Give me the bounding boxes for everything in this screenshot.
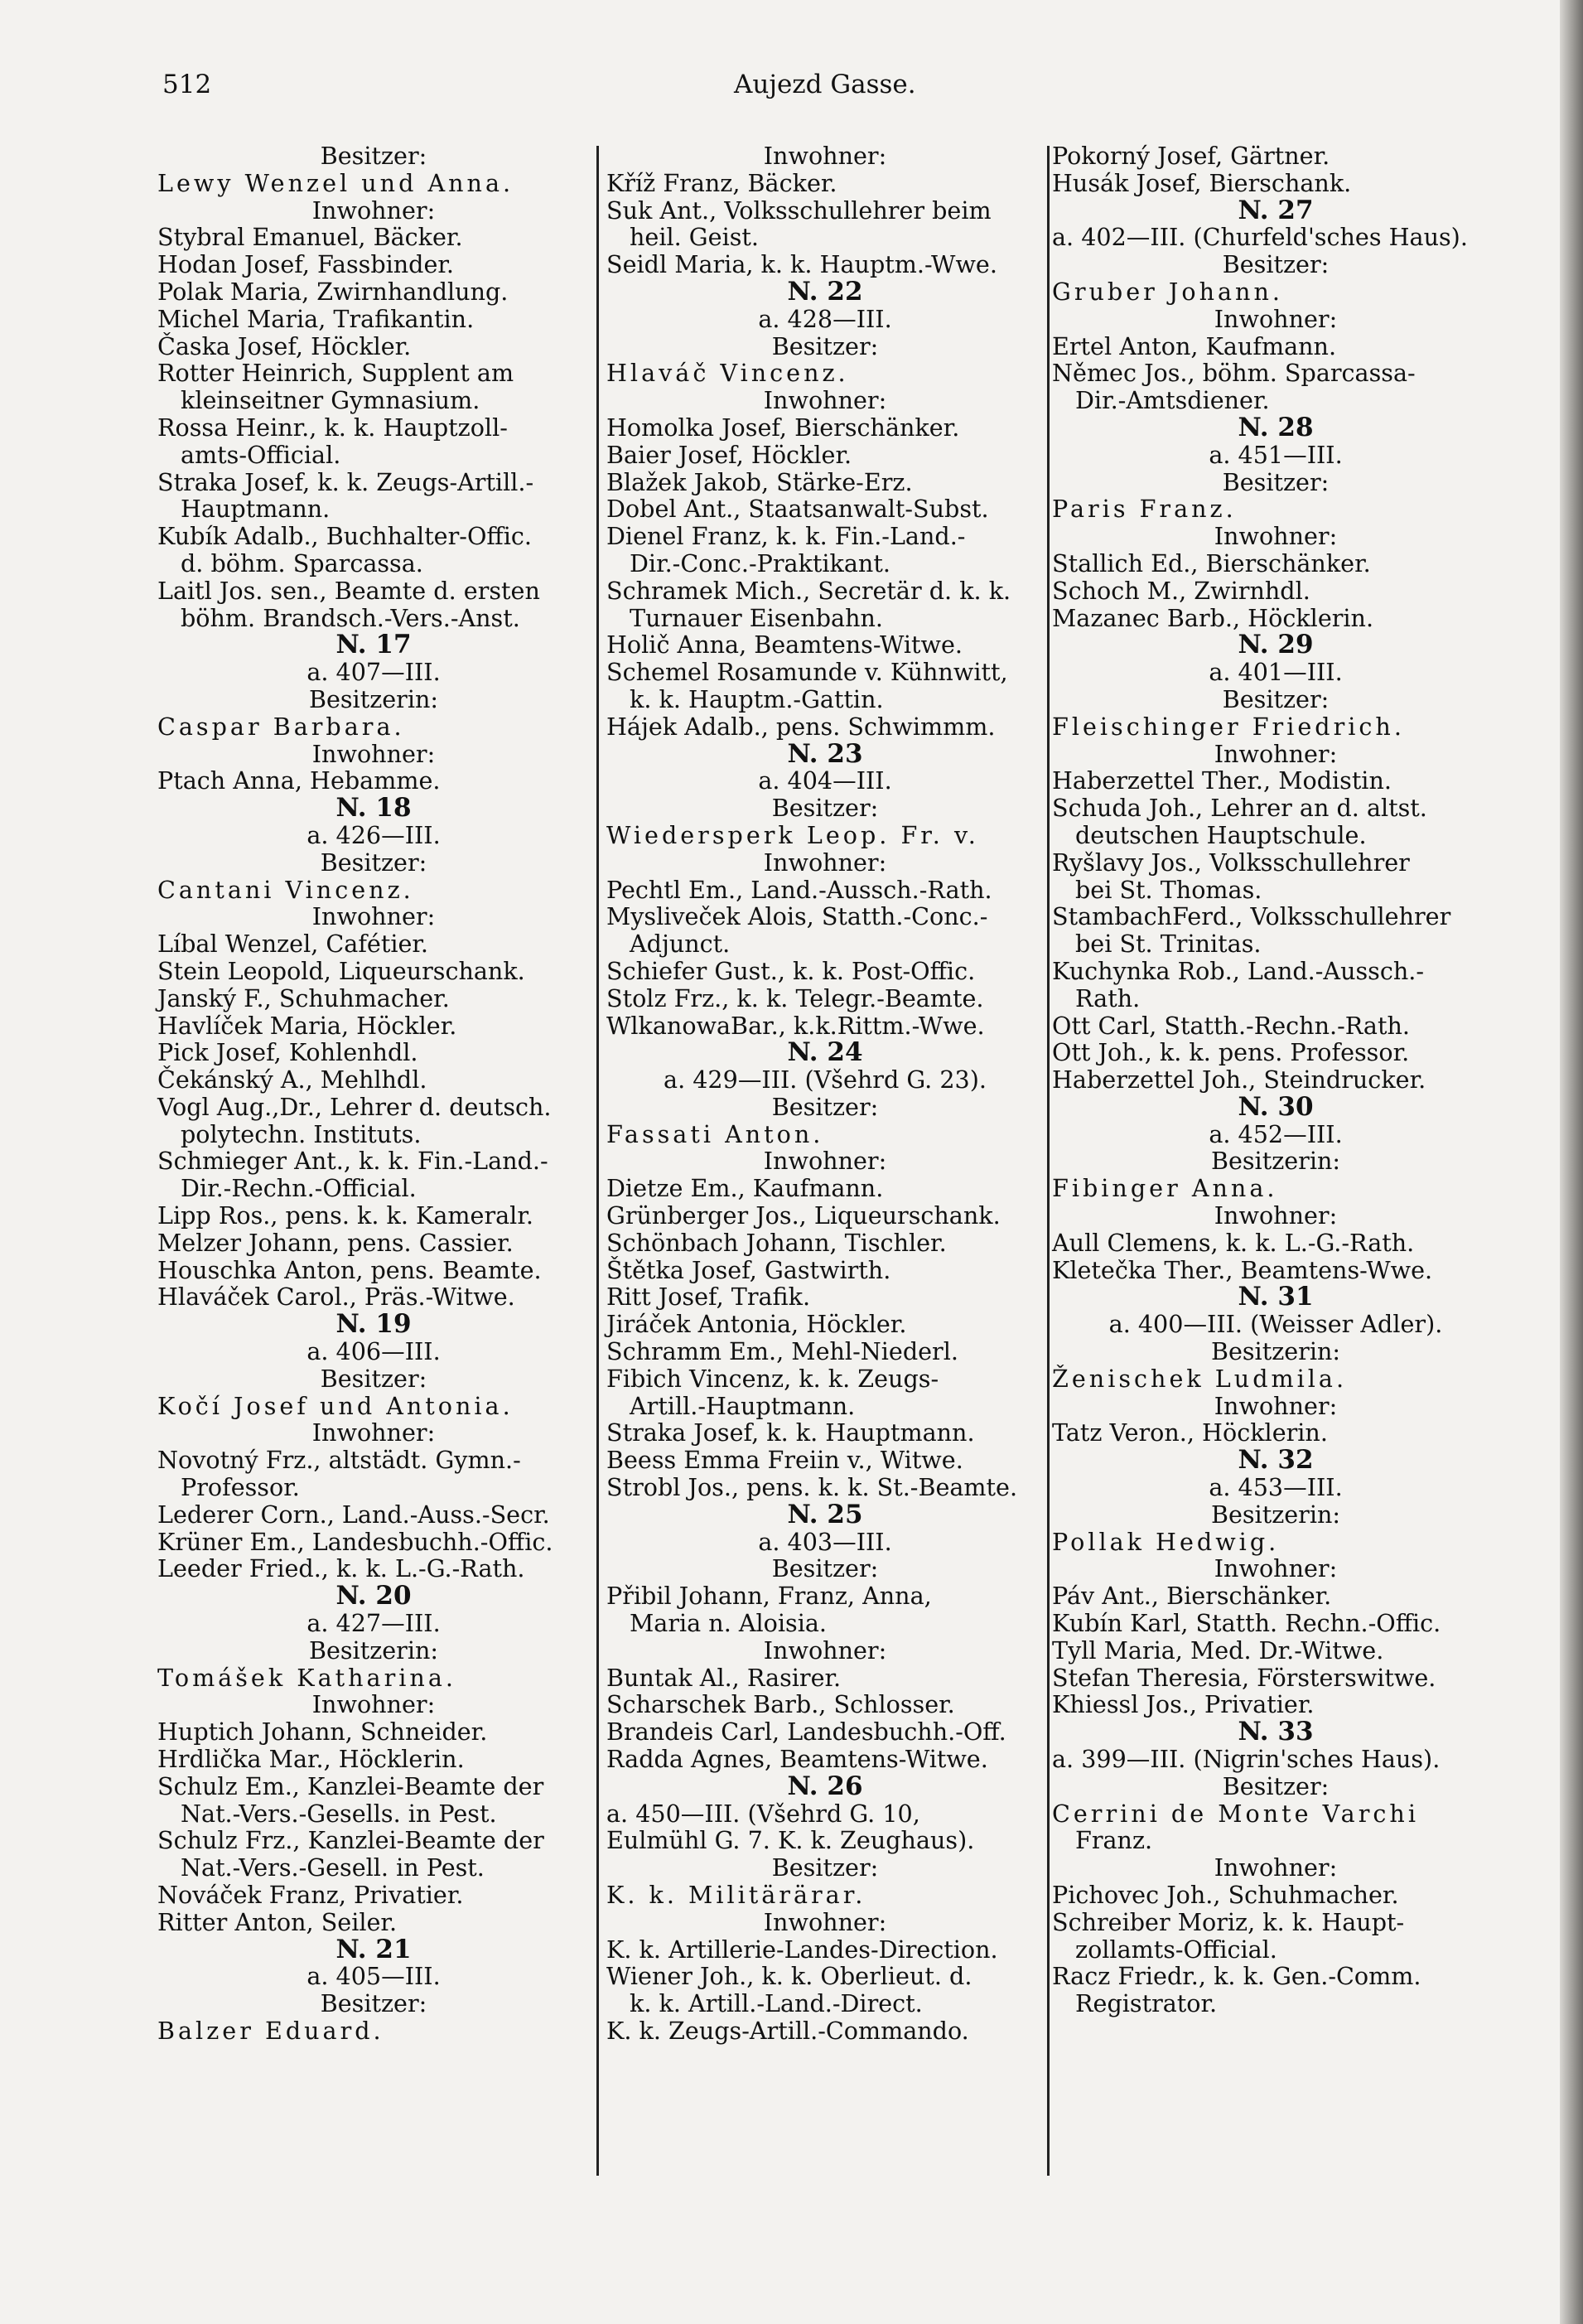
entry-continuation: deutschen Hauptschule. — [1075, 820, 1367, 849]
entry-line: Pick Josef, Kohlenhdl. — [157, 1038, 418, 1067]
section-label: Besitzerin: — [308, 684, 439, 713]
entry-line: Pechtl Em., Land.-Aussch.-Rath. — [606, 875, 992, 904]
entry-line: Dobel Ant., Staatsanwalt-Subst. — [606, 495, 989, 524]
entry-continuation: d. böhm. Sparcassa. — [181, 548, 423, 577]
entry-line: Hlaváček Carol., Präs.-Witwe. — [157, 1283, 515, 1312]
owner-name: Fibinger Anna. — [1052, 1174, 1278, 1203]
entry-line: Stefan Theresia, Försterswitwe. — [1052, 1663, 1436, 1692]
entry-continuation: bei St. Trinitas. — [1075, 930, 1262, 959]
entry-line: Straka Josef, k. k. Hauptmann. — [606, 1418, 975, 1447]
owner-name: Kočí Josef und Antonia. — [157, 1391, 514, 1420]
entry-line: Ryšlavy Jos., Volksschullehrer — [1052, 848, 1410, 877]
house-number-heading: N. 28 — [1238, 412, 1314, 442]
owner-name: Cerrini de Monte Varchi — [1052, 1799, 1419, 1828]
entry-line: Havlíček Maria, Höckler. — [157, 1011, 457, 1040]
section-label: Besitzer: — [771, 794, 879, 823]
entry-continuation: heil. Geist. — [630, 223, 759, 252]
owner-name: Tomášek Katharina. — [157, 1663, 456, 1692]
entry-line: Lederer Corn., Land.-Auss.-Secr. — [157, 1500, 550, 1529]
entry-line: Schulz Em., Kanzlei-Beamte der — [157, 1771, 544, 1800]
entry-continuation: bei St. Thomas. — [1075, 875, 1262, 904]
house-number-heading: N. 32 — [1238, 1445, 1314, 1476]
entry-continuation: k. k. Artill.-Land.-Direct. — [630, 1989, 923, 2018]
section-label: Inwohner: — [763, 848, 887, 877]
owner-name: Paris Franz. — [1052, 495, 1237, 524]
entry-line: Dietze Em., Kaufmann. — [606, 1174, 884, 1203]
entry-line: Seidl Maria, k. k. Hauptm.-Wwe. — [606, 250, 997, 279]
house-number-heading: N. 23 — [787, 738, 863, 769]
entry-line: Hodan Josef, Fassbinder. — [157, 250, 455, 279]
entry-line: Ertel Anton, Kaufmann. — [1052, 331, 1337, 360]
entry-line: Schiefer Gust., k. k. Post-Offic. — [606, 956, 976, 985]
entry-line: Laitl Jos. sen., Beamte d. ersten — [157, 576, 540, 605]
section-label: Besitzer: — [771, 331, 879, 360]
entry-line: Leeder Fried., k. k. L.-G.-Rath. — [157, 1554, 525, 1583]
page-edge-shadow — [1560, 0, 1583, 2324]
section-label: a. 403—III. — [758, 1527, 892, 1556]
entry-line: K. k. Artillerie-Landes-Direction. — [606, 1935, 998, 1964]
section-label: Inwohner: — [1214, 1201, 1338, 1230]
house-number-heading: N. 27 — [1238, 195, 1314, 225]
house-number-heading: N. 18 — [335, 793, 412, 824]
entry-line: Ritter Anton, Seiler. — [157, 1907, 398, 1936]
entry-line: Pokorný Josef, Gärtner. — [1052, 142, 1330, 170]
owner-name: Lewy Wenzel und Anna. — [157, 168, 514, 197]
entry-line: Michel Maria, Trafikantin. — [157, 304, 475, 333]
entry-line: Polak Maria, Zwirnhandlung. — [157, 277, 509, 306]
entry-line: Radda Agnes, Beamtens-Witwe. — [606, 1745, 988, 1774]
entry-line: Beess Emma Freiin v., Witwe. — [606, 1446, 963, 1475]
entry-line: Stybral Emanuel, Bäcker. — [157, 223, 463, 252]
entry-line: Suk Ant., Volksschullehrer beim — [606, 196, 992, 225]
entry-line: Ott Joh., k. k. pens. Professor. — [1052, 1038, 1410, 1067]
entry-continuation: Dir.-Rechn.-Official. — [181, 1174, 417, 1203]
entry-line: Janský F., Schuhmacher. — [157, 983, 450, 1012]
section-label: Inwohner: — [763, 142, 887, 170]
section-label: Besitzer: — [320, 1364, 427, 1393]
entry-line: Husák Josef, Bierschank. — [1052, 168, 1352, 197]
entry-line: Khiessl Jos., Privatier. — [1052, 1690, 1315, 1719]
entry-line: Stolz Frz., k. k. Telegr.-Beamte. — [606, 983, 984, 1012]
house-number-heading: N. 25 — [787, 1499, 863, 1529]
owner-name: Ženischek Ludmila. — [1052, 1364, 1348, 1393]
entry-line: Schoch M., Zwirnhdl. — [1052, 576, 1310, 605]
entry-line: Tatz Veron., Höcklerin. — [1052, 1418, 1328, 1447]
entry-line: Ott Carl, Statth.-Rechn.-Rath. — [1052, 1011, 1410, 1040]
entry-line: Scharschek Barb., Schlosser. — [606, 1690, 955, 1719]
entry-line: Schramm Em., Mehl-Niederl. — [606, 1337, 958, 1366]
entry-line: Rotter Heinrich, Supplent am — [157, 359, 514, 388]
section-label: Besitzerin: — [1210, 1147, 1341, 1176]
house-number-heading: N. 30 — [1238, 1091, 1314, 1122]
entry-line: WlkanowaBar., k.k.Rittm.-Wwe. — [606, 1011, 985, 1040]
house-number-heading: N. 17 — [335, 630, 412, 660]
entry-line: K. k. Zeugs-Artill.-Commando. — [606, 2016, 969, 2045]
owner-name: Fleischinger Friedrich. — [1052, 712, 1405, 741]
entry-line: Haberzettel Joh., Steindrucker. — [1052, 1065, 1426, 1094]
section-label: Besitzerin: — [308, 1635, 439, 1664]
entry-continuation: Rath. — [1075, 983, 1141, 1012]
entry-line: Houschka Anton, pens. Beamte. — [157, 1255, 542, 1284]
section-label: Inwohner: — [763, 1147, 887, 1176]
section-label: a. 407—III. — [306, 658, 441, 687]
entry-line: Holič Anna, Beamtens-Witwe. — [606, 631, 963, 660]
entry-line: Blažek Jakob, Stärke-Erz. — [606, 467, 913, 496]
house-number-heading: N. 22 — [787, 276, 863, 307]
entry-continuation: zollamts-Official. — [1075, 1935, 1277, 1964]
entry-continuation: polytechn. Instituts. — [181, 1119, 422, 1148]
section-label: Besitzer: — [1222, 467, 1330, 496]
section-label: Inwohner: — [1214, 304, 1338, 333]
owner-name: Wiedersperk Leop. Fr. v. — [606, 820, 979, 849]
directory-column-1 — [157, 143, 590, 2045]
entry-line: Tyll Maria, Med. Dr.-Witwe. — [1052, 1635, 1384, 1664]
entry-line: Ritt Josef, Trafik. — [606, 1283, 811, 1312]
section-label: a. 453—III. — [1209, 1473, 1343, 1502]
section-label: Inwohner: — [311, 902, 436, 931]
owner-name: Fassati Anton. — [606, 1119, 824, 1148]
entry-continuation: Hauptmann. — [181, 495, 331, 524]
entry-line: Kletečka Ther., Beamtens-Wwe. — [1052, 1255, 1433, 1284]
entry-line: Hájek Adalb., pens. Schwimmm. — [606, 712, 996, 741]
entry-line: Pichovec Joh., Schuhmacher. — [1052, 1881, 1399, 1909]
section-label: a. 401—III. — [1209, 658, 1343, 687]
entry-continuation: Professor. — [181, 1473, 300, 1502]
entry-continuation: amts-Official. — [181, 440, 341, 469]
directory-column-2 — [606, 143, 1044, 2045]
section-label: Inwohner: — [763, 1635, 887, 1664]
directory-column-3 — [1052, 143, 1499, 2017]
entry-line: Buntak Al., Rasirer. — [606, 1663, 842, 1692]
section-label: Besitzer: — [1222, 250, 1330, 279]
entry-continuation: Dir.-Conc.-Praktikant. — [630, 548, 890, 577]
section-label: a. 451—III. — [1209, 440, 1343, 469]
entry-line: Rossa Heinr., k. k. Hauptzoll- — [157, 413, 508, 442]
section-label: Inwohner: — [311, 1418, 436, 1447]
section-label: Besitzer: — [771, 1092, 879, 1121]
owner-name: Gruber Johann. — [1052, 277, 1283, 306]
column-divider-right — [1047, 146, 1050, 2176]
entry-continuation: böhm. Brandsch.-Vers.-Anst. — [181, 603, 520, 632]
owner-name: Cantani Vincenz. — [157, 875, 414, 904]
entry-line: Fibich Vincenz, k. k. Zeugs- — [606, 1364, 939, 1393]
section-label: a. 426—III. — [306, 820, 441, 849]
section-label: Inwohner: — [1214, 522, 1338, 551]
entry-continuation: Franz. — [1075, 1826, 1153, 1855]
house-number-heading: N. 29 — [1238, 630, 1314, 660]
entry-line: Kubín Karl, Statth. Rechn.-Offic. — [1052, 1609, 1441, 1638]
entry-line: Wiener Joh., k. k. Oberlieut. d. — [606, 1962, 972, 1991]
entry-continuation: Artill.-Hauptmann. — [630, 1391, 856, 1420]
section-label: a. 427—III. — [306, 1609, 441, 1638]
section-label: Inwohner: — [1214, 1391, 1338, 1420]
section-label: a. 429—III. (Všehrd G. 23). — [664, 1065, 987, 1094]
entry-line: Grünberger Jos., Liqueurschank. — [606, 1201, 1001, 1230]
entry-line: a. 402—III. (Churfeld'sches Haus). — [1052, 223, 1468, 252]
section-label: Besitzer: — [771, 1554, 879, 1583]
section-label: Besitzer: — [320, 142, 427, 170]
entry-line: Homolka Josef, Bierschänker. — [606, 413, 960, 442]
entry-continuation: Turnauer Eisenbahn. — [630, 603, 884, 632]
entry-line: Strobl Jos., pens. k. k. St.-Beamte. — [606, 1473, 1018, 1502]
entry-line: Vogl Aug.,Dr., Lehrer d. deutsch. — [157, 1092, 552, 1121]
section-label: Inwohner: — [311, 739, 436, 768]
page-header — [162, 70, 1430, 109]
entry-line: Časka Josef, Höckler. — [157, 331, 412, 360]
entry-line: Lipp Ros., pens. k. k. Kameralr. — [157, 1201, 533, 1230]
entry-line: Nováček Franz, Privatier. — [157, 1881, 464, 1909]
section-label: Inwohner: — [1214, 739, 1338, 768]
owner-name: K. k. Militärärar. — [606, 1881, 866, 1909]
entry-line: Aull Clemens, k. k. L.-G.-Rath. — [1052, 1228, 1415, 1257]
entry-line: Novotný Frz., altstädt. Gymn.- — [157, 1446, 521, 1475]
entry-line: Schmieger Ant., k. k. Fin.-Land.- — [157, 1147, 548, 1176]
entry-line: StambachFerd., Volksschullehrer — [1052, 902, 1451, 931]
entry-line: Huptich Johann, Schneider. — [157, 1718, 488, 1747]
section-label: Inwohner: — [311, 1690, 436, 1719]
entry-continuation: kleinseitner Gymnasium. — [181, 386, 480, 415]
entry-line: Racz Friedr., k. k. Gen.-Comm. — [1052, 1962, 1421, 1991]
entry-line: Němec Jos., böhm. Sparcassa- — [1052, 359, 1416, 388]
entry-continuation: Adjunct. — [630, 930, 731, 959]
section-label: a. 406—III. — [306, 1337, 441, 1366]
entry-line: Brandeis Carl, Landesbuchh.-Off. — [606, 1718, 1006, 1747]
house-number-heading: N. 33 — [1238, 1717, 1314, 1747]
entry-line: Kubík Adalb., Buchhalter-Offic. — [157, 522, 532, 551]
section-label: Inwohner: — [763, 386, 887, 415]
entry-continuation: k. k. Hauptm.-Gattin. — [630, 684, 884, 713]
house-number-heading: N. 26 — [787, 1771, 863, 1801]
section-label: Besitzer: — [771, 1853, 879, 1882]
section-label: Besitzer: — [320, 848, 427, 877]
owner-name: Caspar Barbara. — [157, 712, 405, 741]
section-label: Besitzerin: — [1210, 1500, 1341, 1529]
entry-line: Baier Josef, Höckler. — [606, 440, 852, 469]
section-label: Besitzerin: — [1210, 1337, 1341, 1366]
owner-name: Hlaváč Vincenz. — [606, 359, 849, 388]
section-label: a. 404—III. — [758, 766, 892, 795]
entry-line: Krüner Em., Landesbuchh.-Offic. — [157, 1527, 553, 1556]
entry-continuation: Nat.-Vers.-Gesell. in Pest. — [181, 1853, 485, 1882]
entry-line: Schuda Joh., Lehrer an d. altst. — [1052, 794, 1427, 823]
entry-line: Stein Leopold, Liqueurschank. — [157, 956, 525, 985]
entry-line: Štětka Josef, Gastwirth. — [606, 1255, 891, 1284]
section-label: Inwohner: — [311, 196, 436, 225]
entry-line: Schulz Frz., Kanzlei-Beamte der — [157, 1826, 544, 1855]
owner-name: Pollak Hedwig. — [1052, 1527, 1280, 1556]
entry-line: Páv Ant., Bierschänker. — [1052, 1582, 1332, 1611]
entry-line: Stallich Ed., Bierschänker. — [1052, 548, 1371, 577]
entry-continuation: Nat.-Vers.-Gesells. in Pest. — [181, 1799, 497, 1828]
house-number-heading: N. 31 — [1238, 1282, 1314, 1312]
entry-line: Líbal Wenzel, Cafétier. — [157, 930, 429, 959]
entry-line: Ptach Anna, Hebamme. — [157, 766, 441, 795]
house-number-heading: N. 24 — [787, 1037, 863, 1068]
entry-line: Schreiber Moriz, k. k. Haupt- — [1052, 1907, 1405, 1936]
entry-line: Kuchynka Rob., Land.-Aussch.- — [1052, 956, 1425, 985]
entry-line: a. 450—III. (Všehrd G. 10, — [606, 1799, 920, 1828]
section-label: Inwohner: — [1214, 1554, 1338, 1583]
column-divider-left — [596, 146, 599, 2176]
entry-line: a. 399—III. (Nigrin'sches Haus). — [1052, 1745, 1441, 1774]
house-number-heading: N. 20 — [335, 1581, 412, 1611]
owner-name: Balzer Eduard. — [157, 2016, 384, 2045]
section-label: a. 428—III. — [758, 304, 892, 333]
section-label: a. 452—III. — [1209, 1119, 1343, 1148]
entry-line: Jiráček Antonia, Höckler. — [606, 1310, 907, 1339]
section-label: Inwohner: — [1214, 1853, 1338, 1882]
entry-line: Schemel Rosamunde v. Kühnwitt, — [606, 658, 1008, 687]
entry-line: Dienel Franz, k. k. Fin.-Land.- — [606, 522, 966, 551]
entry-continuation: Registrator. — [1075, 1989, 1218, 2018]
entry-continuation: Maria n. Aloisia. — [630, 1609, 827, 1638]
section-label: Besitzer: — [1222, 1771, 1330, 1800]
entry-line: Eulmühl G. 7. K. k. Zeughaus). — [606, 1826, 975, 1855]
section-label: Besitzer: — [1222, 684, 1330, 713]
entry-line: Straka Josef, k. k. Zeugs-Artill.- — [157, 467, 534, 496]
entry-line: Schönbach Johann, Tischler. — [606, 1228, 947, 1257]
section-label: Besitzer: — [320, 1989, 427, 2018]
entry-line: Přibil Johann, Franz, Anna, — [606, 1582, 932, 1611]
house-number-heading: N. 21 — [335, 1934, 412, 1964]
entry-line: Mysliveček Alois, Statth.-Conc.- — [606, 902, 988, 931]
entry-line: Mazanec Barb., Höcklerin. — [1052, 603, 1374, 632]
house-number-heading: N. 19 — [335, 1309, 412, 1340]
entry-line: Haberzettel Ther., Modistin. — [1052, 766, 1392, 795]
entry-line: Hrdlička Mar., Höcklerin. — [157, 1745, 465, 1774]
section-label: Inwohner: — [763, 1907, 887, 1936]
entry-line: Kříž Franz, Bäcker. — [606, 168, 837, 197]
section-label: a. 400—III. (Weisser Adler). — [1108, 1310, 1443, 1339]
page-title: Aujezd Gasse. — [734, 70, 916, 99]
entry-line: Čekánský A., Mehlhdl. — [157, 1065, 427, 1094]
page-number: 512 — [162, 70, 212, 99]
section-label: a. 405—III. — [306, 1962, 441, 1991]
entry-line: Schramek Mich., Secretär d. k. k. — [606, 576, 1011, 605]
entry-line: Melzer Johann, pens. Cassier. — [157, 1228, 514, 1257]
entry-continuation: Dir.-Amtsdiener. — [1075, 386, 1270, 415]
